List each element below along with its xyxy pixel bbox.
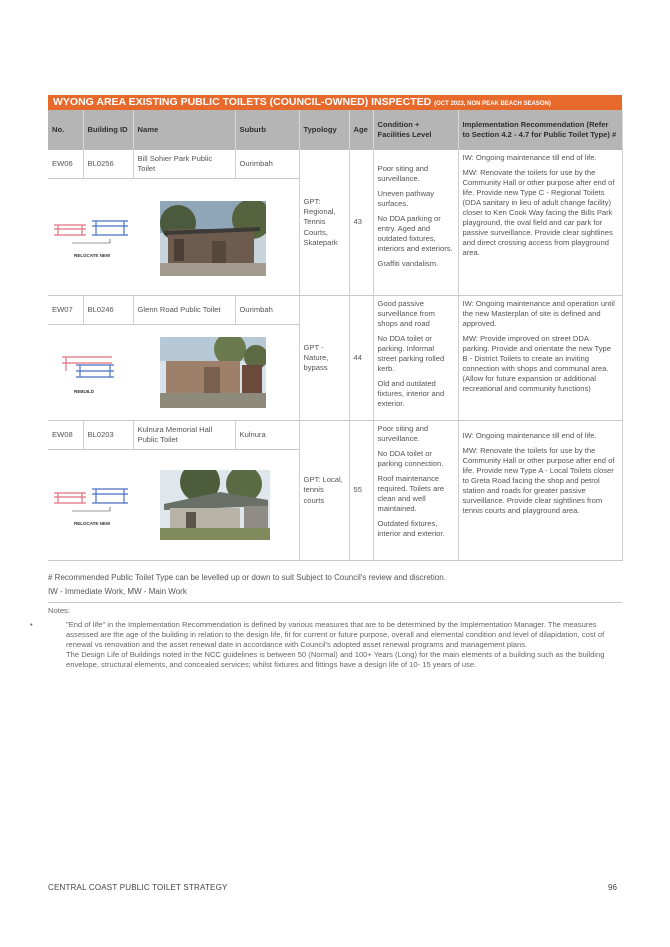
cell-no: EW07 (48, 296, 83, 325)
condition-line: Poor siting and surveillance. (377, 164, 429, 184)
cell-building-id: BL0203 (83, 421, 133, 450)
cell-suburb: Kulnura (235, 421, 299, 450)
table-row (48, 150, 622, 179)
diagram-label: REBUILD (74, 388, 94, 394)
notes-section (30, 606, 622, 671)
condition-line: No DDA toilet or parking. Informal street parking rolled kerb. (377, 334, 445, 374)
cell-age: 44 (349, 296, 373, 421)
toilet-photo (160, 337, 266, 408)
toilet-photo-image (160, 201, 266, 276)
condition-line: Old and outdated fixtures, interior and exterior. (377, 379, 445, 409)
cell-typology: GPT: Regional, Tennis Courts, Skatepark (299, 150, 349, 296)
condition-line: Good passive surveillance from shops and road (377, 299, 435, 329)
cell-name: Glenn Road Public Toilet (133, 296, 235, 325)
toilet-photo (160, 201, 266, 276)
recommendation-line: MW: Renovate the toilets for use by the Community Hall or other purpose after end of life. Provide new Type A - Local Toilets closer to Greta Road facing the shop and petrol station and roads for greater passive surveillance. Provide clear sightlines from tennis courts and playground area. (462, 446, 615, 516)
toilets-table (48, 110, 623, 561)
cell-recommendation (458, 421, 622, 561)
condition-line: Graffiti vandalism. (377, 259, 439, 269)
header-age: Age (349, 110, 373, 150)
table-banner (48, 95, 622, 110)
cell-typology: GPT: Local, tennis courts (299, 421, 349, 561)
notes-list (30, 620, 622, 670)
recommendation-line: MW: Provide improved on street DDA parking. Provide and orientate the new Type B - District Toilets to create an inviting connection with shops and communal area. (Allow for future expansion or additional recreational and community functions) (462, 334, 611, 394)
footer-document-title: CENTRAL COAST PUBLIC TOILET STRATEGY (48, 883, 228, 892)
cell-building-id: BL0256 (83, 150, 133, 179)
notes-paragraph: The Design Life of Buildings noted in the NCC guidelines is between 50 (Normal) and 100+ Years (Long) for the main elements of a building such as the building envelope, structural elements, and concealed services; whilst fixtures and fittings have a design life of 10- 15 years of use. (66, 650, 605, 670)
table-row (48, 296, 622, 325)
cell-building-id: BL0246 (83, 296, 133, 325)
notes-heading: Notes: (48, 606, 70, 615)
footnote-recommended-type: # Recommended Public Toilet Type can be levelled up or down to suit Subject to Council's review and discretion. (48, 573, 446, 582)
relocate-diagram (52, 481, 132, 529)
condition-line: No DDA parking or entry. Aged and outdated fixtures, interiors and exteriors. (377, 214, 453, 254)
cell-suburb: Ourimbah (235, 296, 299, 325)
media-cell (48, 450, 299, 561)
cell-name: Kulnura Memorial Hall Public Toilet (133, 421, 235, 450)
notes-paragraph: "End of life" in the Implementation Recommendation is defined by various measures that are to be determined by the Implementation Manager. The measures assessed are the age of the building in relation to the design life, fit for current or future purpose, overall and elemental condition and level of dilapidation, cost of renewal vs renovation and the asset renewal date in accordance with Council's adopted asset renewal programs and management plans. (66, 620, 605, 650)
cell-recommendation (458, 150, 622, 296)
notes-item (30, 620, 622, 670)
media-cell (48, 179, 299, 296)
cell-condition (373, 296, 458, 421)
table-row (48, 421, 622, 450)
cell-condition (373, 421, 458, 561)
cell-no: EW06 (48, 150, 83, 179)
cell-suburb: Ourimbah (235, 150, 299, 179)
diagram-label: RELOCATE NEW (74, 521, 111, 527)
header-typology: Typology (299, 110, 349, 150)
condition-line: Outdated fixtures, interior and exterior. (377, 519, 445, 539)
banner-subtitle: (OCT 2023, NON PEAK BEACH SEASON) (434, 101, 551, 107)
condition-line: Poor siting and surveillance. (377, 424, 429, 444)
relocate-diagram (52, 213, 132, 261)
cell-name: Bill Sohier Park Public Toilet (133, 150, 235, 179)
cell-age: 43 (349, 150, 373, 296)
condition-line: No DDA toilet or parking connection. (377, 449, 444, 469)
recommendation-line: IW: Ongoing maintenance and operation until the new Masterplan of site is defined and approved. (462, 299, 615, 329)
recommendation-line: MW: Renovate the toilets for use by the Community Hall or other purpose after end of life. Provide new Type C - Regional Toilets (DDA sanitary in lieu of adult change facility) closer to Ken Cook Way facing the Bills Park playground, the oval field and car park for passive surveillance. Provide clear sightlines and direct crossing access from playground area. (462, 168, 615, 258)
cell-recommendation (458, 296, 622, 421)
cell-age: 55 (349, 421, 373, 561)
footnote-divider (48, 602, 622, 603)
table-footnotes (48, 571, 622, 603)
header-suburb: Suburb (235, 110, 299, 150)
table-header-row (48, 110, 622, 150)
header-name: Name (133, 110, 235, 150)
condition-line: Roof maintenance required. Toilets are clean and well maintained. (377, 474, 445, 514)
header-building-id: Building ID (83, 110, 133, 150)
rebuild-diagram (52, 349, 132, 397)
recommendation-line: IW: Ongoing maintenance till end of life. (462, 153, 597, 162)
cell-typology: GPT - Nature, bypass (299, 296, 349, 421)
media-cell (48, 325, 299, 421)
toilet-photo-image (160, 470, 270, 540)
footnote-abbreviations: IW - Immediate Work, MW - Main Work (48, 587, 187, 596)
condition-line: Uneven pathway surfaces. (377, 189, 435, 209)
bullet-marker: • (30, 620, 33, 630)
header-recommendation: Implementation Recommendation (Refer to Section 4.2 - 4.7 for Public Toilet Type) # (458, 110, 622, 150)
toilet-photo (160, 470, 270, 540)
diagram-label: RELOCATE NEW (74, 253, 111, 259)
toilet-photo-image (160, 337, 266, 408)
cell-condition (373, 150, 458, 296)
footer-page-number: 96 (608, 883, 617, 892)
recommendation-line: IW: Ongoing maintenance till end of life. (462, 431, 597, 440)
banner-title: WYONG AREA EXISTING PUBLIC TOILETS (COUNCIL-OWNED) INSPECTED (53, 96, 432, 108)
header-condition: Condition + Facilities Level (373, 110, 458, 150)
header-no: No. (48, 110, 83, 150)
cell-no: EW08 (48, 421, 83, 450)
